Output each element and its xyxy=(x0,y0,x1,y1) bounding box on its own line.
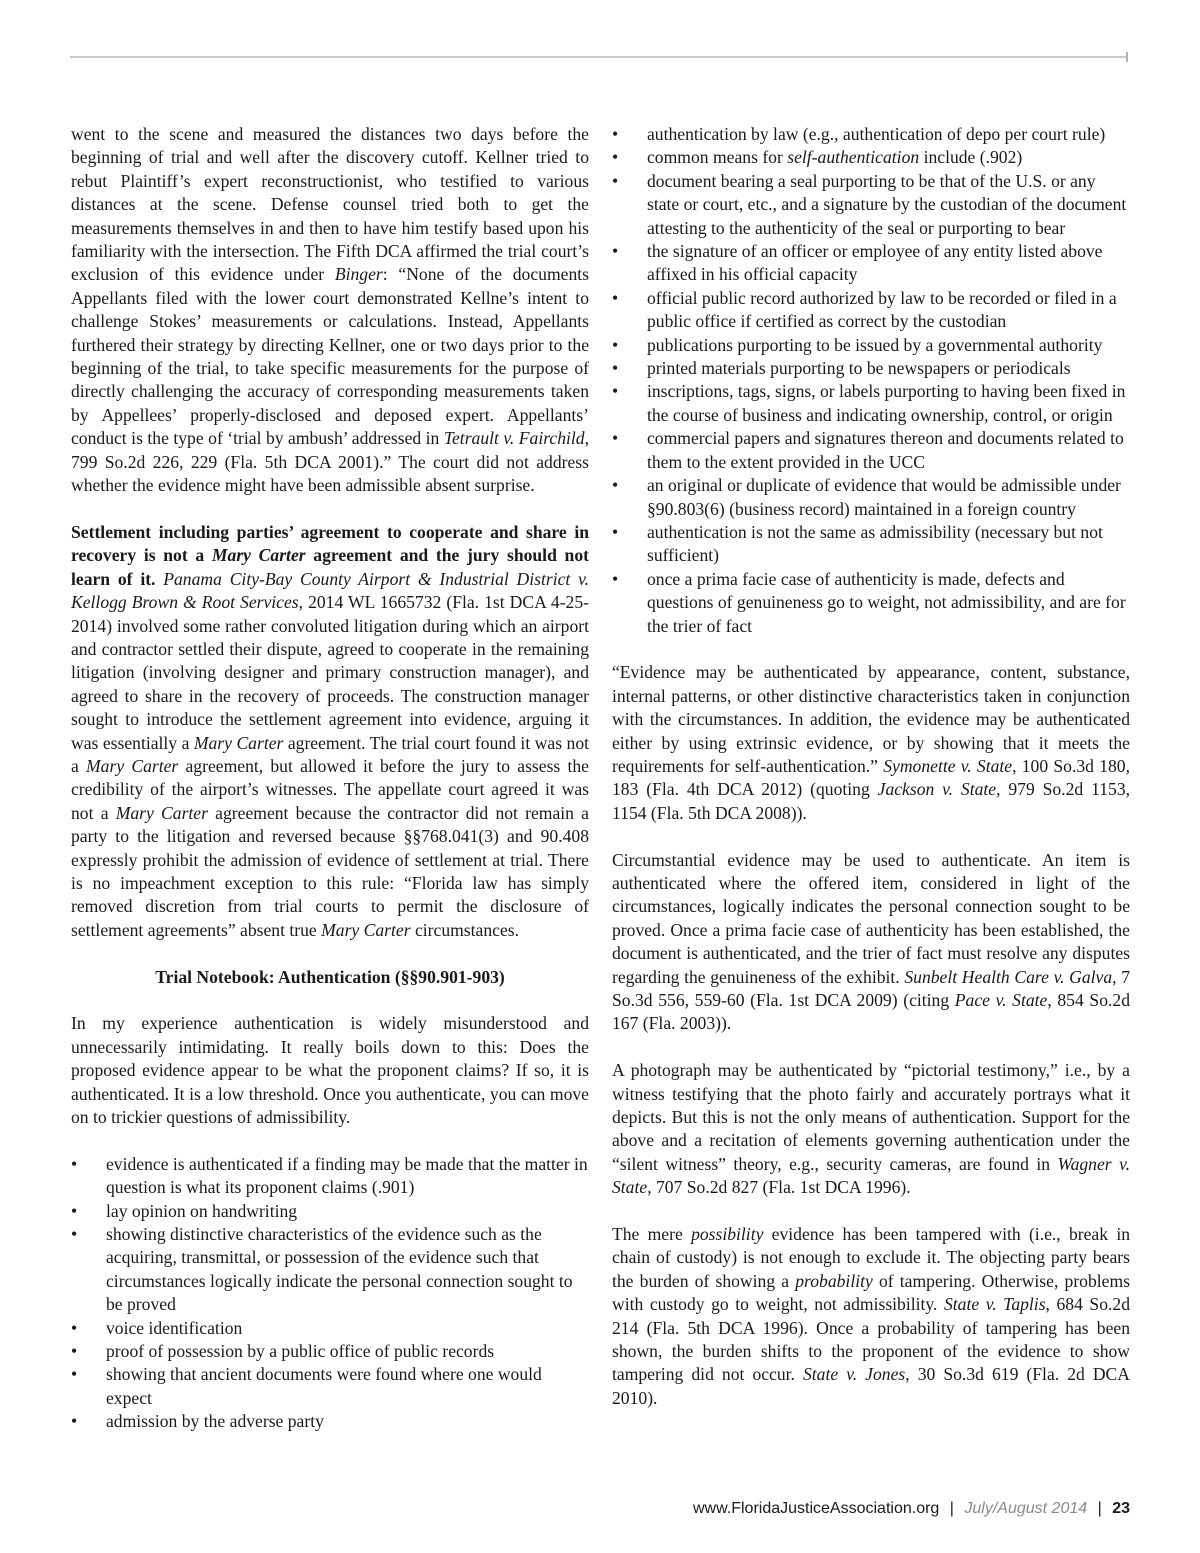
emphasis-text: Mary Carter xyxy=(115,802,208,823)
paragraph xyxy=(612,1223,1130,1410)
list-item xyxy=(612,170,1130,240)
bullet-icon: • xyxy=(71,1341,78,1362)
emphasis-text: Panama City-Bay County Airport & Industrial District v. Kellogg Brown & Root Services xyxy=(71,568,590,613)
text-run: evidence has been tampered with (i.e., break in chain of custody) is not enough to exclude it. The objecting party bears the burden of showing a xyxy=(612,1224,1130,1291)
bullet-icon: • xyxy=(71,1224,78,1245)
text-run: agreement, but allowed it before the jury to assess the credibility of the airport’s witnesses. The appellate court agreed it was not a xyxy=(71,755,589,823)
text-run: admission by the adverse party xyxy=(106,1411,324,1432)
list-item xyxy=(612,521,1130,568)
text-run: , 2014 WL 1665732 (Fla. 1st DCA 4-25-2014) involved some rather convoluted litigation during which an airport and contractor settled their dispute, agreed to cooperate in the remaining litigation (involving designer and primary construction manager), and agreed to share in the recovery of proceeds. The construction manager sought to introduce the settlement agreement into evidence, arguing it was essentially a xyxy=(71,592,589,753)
bullet-icon: • xyxy=(612,287,619,308)
list-item xyxy=(612,287,1130,334)
text-run: authentication is not the same as admissibility (necessary but not sufficient) xyxy=(647,521,1103,566)
text-run: , 799 So.2d 226, 229 (Fla. 5th DCA 2001).” The court did not address whether the evidence might have been admissible absent surprise. xyxy=(71,428,589,496)
emphasis-text: possibility xyxy=(691,1224,764,1245)
text-run: , 30 So.3d 619 (Fla. 2d DCA 2010). xyxy=(612,1364,1130,1408)
text-run: official public record authorized by law to be recorded or filed in a public office if certified as correct by the custodian xyxy=(647,287,1117,332)
emphasis-text: Wagner v. State xyxy=(612,1153,1130,1198)
text-run: an original or duplicate of evidence that would be admissible under §90.803(6) (business record) maintained in a foreign country xyxy=(647,475,1121,519)
right-column xyxy=(612,123,1130,1410)
emphasis-text: State v. Jones xyxy=(803,1364,906,1385)
bullet-list xyxy=(612,123,1130,638)
bullet-icon: • xyxy=(71,1317,78,1338)
list-item xyxy=(71,1200,589,1223)
paragraph xyxy=(71,123,589,498)
bullet-icon: • xyxy=(612,568,619,589)
bold-text: agreement and the jury should not learn of it. xyxy=(71,545,589,589)
text-run: printed materials purporting to be newspapers or periodicals xyxy=(647,358,1071,379)
emphasis-text: Sunbelt Health Care v. Galva xyxy=(904,966,1113,987)
paragraph xyxy=(612,661,1130,825)
emphasis-text: Pace v. State xyxy=(954,990,1048,1010)
list-item xyxy=(71,1317,589,1340)
list-item xyxy=(612,474,1130,521)
bullet-icon: • xyxy=(612,521,619,542)
text-run: voice identification xyxy=(106,1317,243,1338)
text-run: Circumstantial evidence may be used to authenticate. An item is authenticated where the offered item, considered in light of the circumstances, logically indicates the personal connection sought to be proved. Once a prima facie case of authenticity has been established, the document is authenticated, and the trier of fact must resolve any disputes regarding the genuineness of the exhibit. xyxy=(612,849,1130,987)
paragraph xyxy=(612,849,1130,1036)
text-run: agreement because the contractor did not remain a party to the litigation and reversed because §§768.041(3) and 90.408 expressly prohibit the admission of evidence of settlement at trial. There is no impeachment exception to this rule: “Florida law has simply removed discretion from trial courts to permit the disclosure of settlement agreements” absent true xyxy=(71,802,589,940)
text-run: authentication by law (e.g., authentication of depo per court rule) xyxy=(647,124,1106,144)
text-run: “Evidence may be authenticated by appearance, content, substance, internal patterns, or other distinctive characteristics taken in conjunction with the circumstances. In addition, the evidence may be authenticated either by using extrinsic evidence, or by showing that it meets the requirements for self-authentication.” xyxy=(612,662,1130,776)
paragraph xyxy=(71,1012,589,1129)
text-run: A photograph may be authenticated by “pictorial testimony,” i.e., by a witness testifying that the photo fairly and accurately portrays what it depicts. But this is not the only means of authentication. Support for the above and a recitation of elements governing authentication under the “silent witness” theory, e.g., security cameras, are found in xyxy=(612,1060,1130,1174)
list-item xyxy=(612,123,1130,146)
list-item xyxy=(612,146,1130,169)
header-rule xyxy=(70,56,1128,58)
left-column xyxy=(71,123,589,1457)
text-run: showing distinctive characteristics of the evidence such as the acquiring, transmittal, or possession of the evidence such that circumstances logically indicate the personal connection sought to be proved xyxy=(106,1224,573,1315)
bullet-icon: • xyxy=(71,1411,78,1432)
text-run: evidence is authenticated if a finding may be made that the matter in question is what its proponent claims (.901) xyxy=(106,1153,588,1198)
footer-url[interactable]: www.FloridaJusticeAssociation.org xyxy=(693,1500,940,1517)
text-run: , 979 So.2d 1153, 1154 (Fla. 5th DCA 2008)). xyxy=(612,779,1131,823)
list-item xyxy=(612,380,1130,427)
footer-issue-date: July/August 2014 xyxy=(964,1500,1088,1517)
emphasis-text: probability xyxy=(795,1270,873,1291)
emphasis-text: Jackson v. State xyxy=(877,779,997,800)
paragraph xyxy=(612,1059,1130,1199)
section-heading: Trial Notebook: Authentication (§§90.901-903) xyxy=(155,966,505,987)
text-run: publications purporting to be issued by a governmental authority xyxy=(647,334,1103,355)
bold-text: Settlement including parties’ agreement to cooperate and share in recovery is not a xyxy=(71,521,589,566)
list-item xyxy=(612,357,1130,380)
page-footer xyxy=(693,1500,1130,1518)
list-item xyxy=(612,568,1130,638)
paragraph xyxy=(71,521,589,942)
text-run: showing that ancient documents were found where one would expect xyxy=(106,1364,542,1408)
list-item xyxy=(612,334,1130,357)
bullet-list xyxy=(71,1153,589,1434)
bullet-icon: • xyxy=(612,334,619,355)
text-run: include (.902) xyxy=(919,147,1023,168)
text-run: In my experience authentication is widely misunderstood and unnecessarily intimidating. It really boils down to this: Does the proposed evidence appear to be what the proponent claims? If so, it is authenticated. It is a low threshold. Once you authenticate, you can move on to trickier questions of admissibility. xyxy=(71,1013,589,1128)
text-run: of tampering. Otherwise, problems with custody go to weight, not admissibility. xyxy=(612,1270,1130,1315)
text-run: went to the scene and measured the distances two days before the beginning of trial and well after the discovery cutoff. Kellner tried to rebut Plaintiff’s expert reconstructionist, who testified to various distances at the scene. Defense counsel tried both to get the measurements themselves in and then to have him testify based upon his familiarity with the intersection. The Fifth DCA affirmed the trial court’s exclusion of this evidence under xyxy=(71,124,589,285)
emphasis-text: Binger xyxy=(334,264,383,285)
text-run: , 854 So.2d 167 (Fla. 2003)). xyxy=(612,990,1130,1034)
footer-separator: | xyxy=(1097,1500,1102,1517)
emphasis-text: Tetrault v. Fairchild xyxy=(443,428,585,449)
footer-separator: | xyxy=(949,1500,954,1517)
text-run: , 100 So.3d 180, 183 (Fla. 4th DCA 2012) (quoting xyxy=(612,755,1130,800)
text-run: circumstances. xyxy=(410,919,520,940)
bullet-icon: • xyxy=(612,475,619,496)
list-item xyxy=(612,240,1130,287)
emphasis-text: self-authentication xyxy=(787,147,920,168)
text-run: common means for xyxy=(647,147,788,168)
text-run: The mere xyxy=(612,1224,692,1245)
text-run: the signature of an officer or employee of any entity listed above affixed in his official capacity xyxy=(647,241,1103,285)
text-run: , 7 So.3d 556, 559-60 (Fla. 1st DCA 2009) (citing xyxy=(612,966,1131,1010)
header-rule-end xyxy=(1126,52,1128,62)
bullet-icon: • xyxy=(612,241,619,262)
bullet-icon: • xyxy=(612,147,619,168)
emphasis-text: Mary Carter xyxy=(321,919,411,940)
text-run: , 684 So.2d 214 (Fla. 5th DCA 1996). Once a probability of tampering has been shown, the burden shifts to the proponent of the evidence to show tampering did not occur. xyxy=(612,1294,1130,1385)
text-run: lay opinion on handwriting xyxy=(106,1200,298,1221)
page-number: 23 xyxy=(1112,1500,1130,1517)
text-run: agreement. The trial court found it was not a xyxy=(71,732,589,776)
bullet-icon: • xyxy=(71,1364,78,1385)
text-run: commercial papers and signatures thereon and documents related to them to the extent provided in the UCC xyxy=(647,428,1124,472)
text-run: once a prima facie case of authenticity is made, defects and questions of genuineness go to weight, not admissibility, and are for the trier of fact xyxy=(647,568,1126,636)
text-run: , 707 So.2d 827 (Fla. 1st DCA 1996). xyxy=(647,1177,911,1198)
bullet-icon: • xyxy=(71,1200,78,1221)
bullet-icon: • xyxy=(71,1153,78,1174)
list-item xyxy=(71,1410,589,1433)
bullet-icon: • xyxy=(612,170,619,191)
list-item xyxy=(71,1223,589,1317)
bullet-icon: • xyxy=(612,381,619,402)
list-item xyxy=(612,427,1130,474)
emphasis-text: Symonette v. State xyxy=(883,755,1013,776)
list-item xyxy=(71,1363,589,1410)
emphasis-text: State v. Taplis xyxy=(944,1294,1046,1315)
emphasis-text: Mary Carter xyxy=(86,755,179,776)
text-run: inscriptions, tags, signs, or labels purporting to having been fixed in the course of business and indicating ownership, control, or origin xyxy=(647,381,1126,425)
text-run: document bearing a seal purporting to be that of the U.S. or any state or court, etc., and a signature by the custodian of the document attesting to the authenticity of the seal or purporting to bear xyxy=(647,170,1127,238)
emphasis-text: Mary Carter xyxy=(193,732,284,753)
list-item xyxy=(71,1153,589,1200)
text-run: proof of possession by a public office of public records xyxy=(106,1341,495,1362)
bullet-icon: • xyxy=(612,358,619,379)
text-run: : “None of the documents Appellants filed with the lower court demonstrated Kellne’s intent to challenge Stokes’ measurements or calculations. Instead, Appellants furthered their strategy by directing Kellner, one or two days prior to the beginning of the trial, to take specific measurements for the purpose of directly challenging the accuracy of corresponding measurements taken by Appellees’ properly-disclosed and deposed expert. Appellants’ conduct is the type of ‘trial by ambush’ addressed in xyxy=(71,264,589,449)
bullet-icon: • xyxy=(612,124,619,144)
bullet-icon: • xyxy=(612,428,619,449)
emphasis-text: Mary Carter xyxy=(211,545,306,566)
list-item xyxy=(71,1340,589,1363)
